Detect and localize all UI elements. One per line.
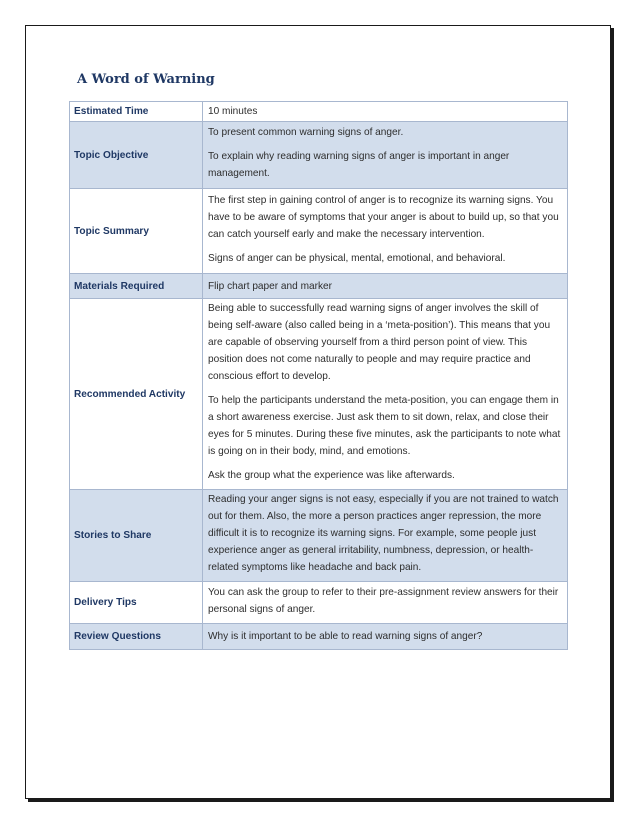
row-value: Reading your anger signs is not easy, especially if you are not trained to watch out for them. Also, the more a person practices anger repression, the more difficult it is to recognize its warning signs. For example, some people just experience anger as general irritability, numbness, depression, or health-related symptoms like headache and back pain. (203, 490, 568, 582)
row-label: Recommended Activity (70, 299, 203, 490)
row-label: Review Questions (70, 624, 203, 650)
table-row (70, 624, 568, 650)
table-row (70, 490, 568, 582)
section-title: A Word of Warning (77, 72, 215, 87)
table-row (70, 299, 568, 490)
row-label: Topic Summary (70, 189, 203, 274)
row-value: Being able to successfully read warning signs of anger involves the skill of being self-aware (also called being in a ‘meta-position’). This means that you are capable of observing yourself from a third person point of view. This position does not come naturally to people and may require practice and conscious effort to develop. To help the participants understand the meta-position, you can engage them in a short awareness exercise. Just ask them to sit down, relax, and close their eyes for 5 minutes. During these five minutes, ask the participants to note what is going on in their body, mind, and emotions. Ask the group what the experience was like afterwards. (203, 299, 568, 490)
row-value: Flip chart paper and marker (203, 274, 568, 299)
row-label: Delivery Tips (70, 582, 203, 624)
row-label: Materials Required (70, 274, 203, 299)
table-row (70, 102, 568, 122)
session-table (69, 101, 568, 650)
row-value: Why is it important to be able to read warning signs of anger? (203, 624, 568, 650)
row-value: You can ask the group to refer to their pre-assignment review answers for their personal signs of anger. (203, 582, 568, 624)
table-row (70, 582, 568, 624)
row-value: To present common warning signs of anger. To explain why reading warning signs of anger is important in anger management. (203, 122, 568, 189)
row-label: Estimated Time (70, 102, 203, 122)
row-label: Topic Objective (70, 122, 203, 189)
table-row (70, 189, 568, 274)
table-row (70, 274, 568, 299)
row-label: Stories to Share (70, 490, 203, 582)
table-row (70, 122, 568, 189)
row-value: The first step in gaining control of anger is to recognize its warning signs. You have to be aware of symptoms that your anger is about to build up, so that you can catch yourself early and make the necessary intervention. Signs of anger can be physical, mental, emotional, and behavioral. (203, 189, 568, 274)
row-value: 10 minutes (203, 102, 568, 122)
